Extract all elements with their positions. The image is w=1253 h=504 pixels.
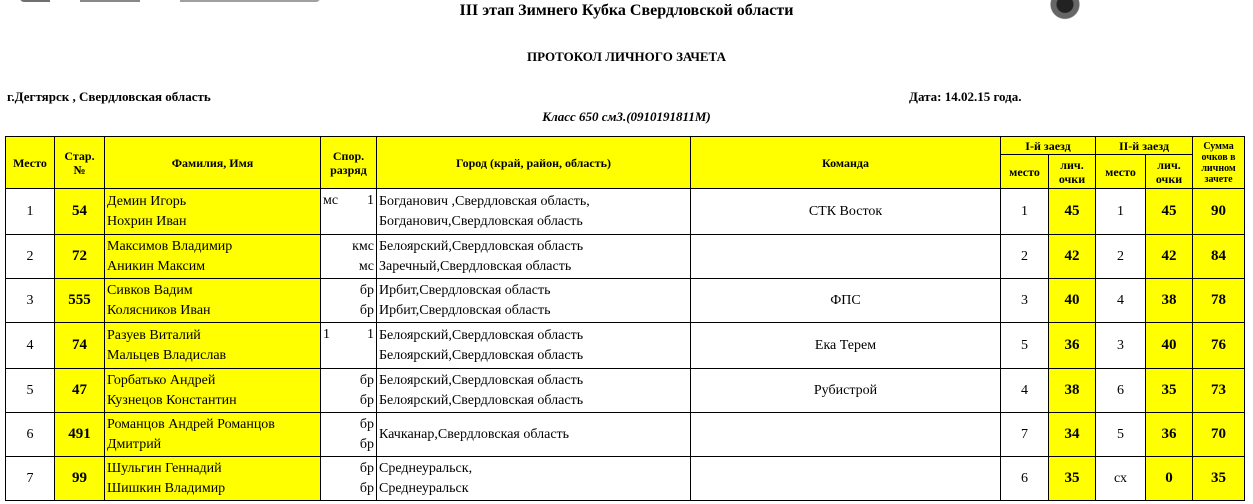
city: Белоярский,Свердловская область [379, 372, 584, 388]
rank: бр [359, 282, 374, 298]
city: Белоярский,Свердловская область [379, 238, 584, 254]
race1-points: 45 [1049, 189, 1096, 235]
rider-name: Демин Игорь [107, 193, 187, 209]
team [691, 457, 1001, 501]
place: 3 [6, 279, 55, 323]
total-points: 73 [1193, 369, 1245, 413]
race1-place: 1 [1001, 189, 1049, 235]
col-rank: Спор. разряд [321, 137, 377, 189]
total-points: 78 [1193, 279, 1245, 323]
event-date: Дата: 14.02.15 года. [909, 89, 1022, 104]
col-start-no: Стар. № [55, 137, 105, 189]
name-cell [105, 369, 321, 413]
total-points: 35 [1193, 457, 1245, 501]
results-table [5, 136, 1245, 501]
place: 4 [6, 323, 55, 369]
place: 6 [6, 413, 55, 457]
start-number: 74 [55, 323, 105, 369]
team: ФПС [691, 279, 1001, 323]
rank-cell [321, 369, 377, 413]
city: Заречный,Свердловская область [379, 258, 572, 274]
col-race1: I-й заезд [1001, 137, 1096, 155]
rider-name: Дмитрий [107, 436, 162, 452]
rank: бр [359, 302, 374, 318]
city-cell [377, 413, 691, 457]
rank-cell [321, 323, 377, 369]
protocol-subtitle: ПРОТОКОЛ ЛИЧНОГО ЗАЧЕТА [527, 49, 726, 64]
rank: бр [359, 416, 374, 432]
rider-name: Шишкин Владимир [107, 480, 226, 496]
race2-place: 3 [1096, 323, 1146, 369]
team: Ека Терем [691, 323, 1001, 369]
city: Белоярский,Свердловская область [379, 327, 584, 343]
rank-cell [321, 235, 377, 279]
city: Среднеуральск, [379, 460, 473, 476]
place: 1 [6, 189, 55, 235]
race1-points: 40 [1049, 279, 1096, 323]
name-cell [105, 457, 321, 501]
class-label: Класс 650 см3.(0910191811М) [542, 109, 711, 124]
rider-name: Аникин Максим [107, 258, 206, 274]
city: Качканар,Свердловская область [379, 426, 570, 442]
col-city: Город (край, район, область) [377, 137, 691, 189]
name-cell [105, 279, 321, 323]
race1-points: 36 [1049, 323, 1096, 369]
race1-points: 38 [1049, 369, 1096, 413]
race2-points: 38 [1146, 279, 1193, 323]
race2-place: 5 [1096, 413, 1146, 457]
total-points: 70 [1193, 413, 1245, 457]
rank-cell [321, 279, 377, 323]
race1-place: 5 [1001, 323, 1049, 369]
place: 7 [6, 457, 55, 501]
race1-place: 3 [1001, 279, 1049, 323]
rank: бр [359, 460, 374, 476]
city-cell [377, 235, 691, 279]
name-cell [105, 413, 321, 457]
rider-name: Нохрин Иван [107, 213, 187, 229]
rank: 1 [367, 193, 374, 208]
race1-points: 35 [1049, 457, 1096, 501]
city-cell [377, 323, 691, 369]
place: 5 [6, 369, 55, 413]
city-cell [377, 457, 691, 501]
rider-name: Кузнецов Константин [107, 392, 237, 408]
race2-place: 1 [1096, 189, 1146, 235]
rank: бр [359, 436, 374, 452]
name-cell [105, 323, 321, 369]
race2-points: 0 [1146, 457, 1193, 501]
rank-cell [321, 189, 377, 235]
rider-name: Шульгин Геннадий [107, 460, 222, 476]
team: СТК Восток [691, 189, 1001, 235]
rider-name: Колясников Иван [107, 302, 211, 318]
rank: бр [359, 372, 374, 388]
city: Белоярский,Свердловская область [379, 347, 584, 363]
race1-points: 42 [1049, 235, 1096, 279]
city: Белоярский,Свердловская область [379, 392, 584, 408]
start-number: 54 [55, 189, 105, 235]
rank-cell [321, 457, 377, 501]
table-row [6, 189, 1245, 235]
rider-name: Мальцев Владислав [107, 347, 227, 363]
col-race1-points: лич. очки [1049, 155, 1096, 189]
event-location: г.Дегтярск , Свердловская область [7, 89, 211, 104]
rank: бр [359, 480, 374, 496]
col-team: Команда [691, 137, 1001, 189]
city-cell [377, 369, 691, 413]
table-row [6, 235, 1245, 279]
col-place: Место [6, 137, 55, 189]
race2-place: 4 [1096, 279, 1146, 323]
rider-name: Романцов Андрей Романцов [107, 416, 275, 432]
page-title: III этап Зимнего Кубка Свердловской области [459, 2, 794, 19]
start-number: 99 [55, 457, 105, 501]
table-row [6, 279, 1245, 323]
race1-place: 2 [1001, 235, 1049, 279]
start-number: 555 [55, 279, 105, 323]
name-cell [105, 189, 321, 235]
name-cell [105, 235, 321, 279]
race1-place: 4 [1001, 369, 1049, 413]
total-points: 84 [1193, 235, 1245, 279]
team [691, 235, 1001, 279]
rank: мс [323, 193, 339, 208]
team: Рубистрой [691, 369, 1001, 413]
city-cell [377, 279, 691, 323]
rider-name: Максимов Владимир [107, 238, 233, 254]
col-total: Сумма очков в личном зачете [1193, 137, 1245, 189]
col-race2-place: место [1096, 155, 1146, 189]
total-points: 90 [1193, 189, 1245, 235]
start-number: 72 [55, 235, 105, 279]
rank-cell [321, 413, 377, 457]
col-race1-place: место [1001, 155, 1049, 189]
col-name: Фамилия, Имя [105, 137, 321, 189]
city: Богданович,Свердловская область [379, 213, 583, 229]
city: Ирбит,Свердловская область [379, 302, 551, 318]
col-race2: II-й заезд [1096, 137, 1193, 155]
place: 2 [6, 235, 55, 279]
race2-place: сх [1096, 457, 1146, 501]
rank: мс [358, 258, 374, 274]
city: Ирбит,Свердловская область [379, 282, 551, 298]
race2-points: 40 [1146, 323, 1193, 369]
rider-name: Разуев Виталий [107, 327, 201, 343]
rank: кмс [352, 238, 374, 254]
city: Богданович ,Свердловская область, [379, 193, 590, 209]
race1-points: 34 [1049, 413, 1096, 457]
city-cell [377, 189, 691, 235]
rank: бр [359, 392, 374, 408]
rider-name: Горбатько Андрей [107, 372, 216, 388]
race2-points: 42 [1146, 235, 1193, 279]
city: Среднеуральск [379, 480, 469, 496]
race1-place: 7 [1001, 413, 1049, 457]
race1-place: 6 [1001, 457, 1049, 501]
race2-place: 2 [1096, 235, 1146, 279]
table-row [6, 323, 1245, 369]
team [691, 413, 1001, 457]
table-row [6, 413, 1245, 457]
col-race2-points: лич. очки [1146, 155, 1193, 189]
rank: 1 [323, 327, 330, 342]
race2-points: 45 [1146, 189, 1193, 235]
start-number: 47 [55, 369, 105, 413]
table-row [6, 457, 1245, 501]
rider-name: Сивков Вадим [107, 282, 193, 298]
total-points: 76 [1193, 323, 1245, 369]
start-number: 491 [55, 413, 105, 457]
table-row [6, 369, 1245, 413]
race2-place: 6 [1096, 369, 1146, 413]
race2-points: 36 [1146, 413, 1193, 457]
rank: 1 [367, 327, 374, 342]
race2-points: 35 [1146, 369, 1193, 413]
